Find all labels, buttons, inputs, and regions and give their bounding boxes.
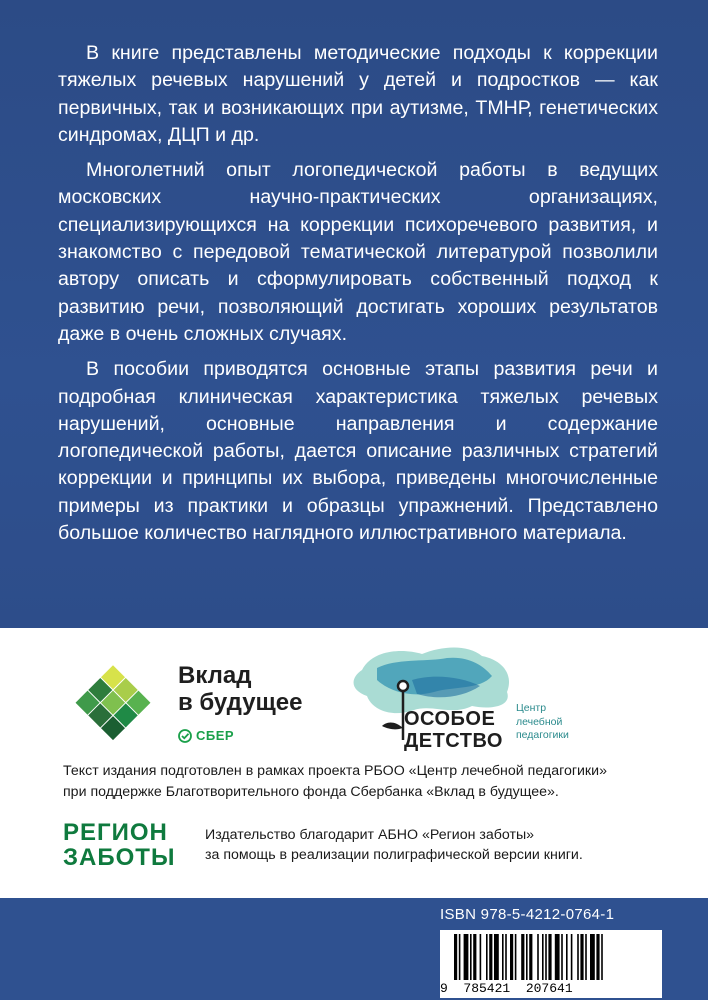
barcode-bar [577,934,579,980]
clp-line1: Центр [516,702,547,714]
project-line2: при поддержке Благотворительного фонда Сбербанка «Вклад в будущее». [63,784,559,800]
barcode-bar [521,934,524,980]
barcode-bar [542,934,544,980]
vklad-line1: Вклад [178,662,252,689]
vklad-line2: в будущее [178,689,303,716]
barcode-bar [580,934,583,980]
barcode-bar [526,934,528,980]
region-thanks-line2: за помощь в реализации полиграфической версии книги. [205,847,583,863]
book-blurb [58,40,658,555]
vklad-diamond-logo-icon [63,662,163,742]
isbn-number: ISBN 978-5-4212-0764-1 [440,906,615,923]
barcode-bar [548,934,551,980]
barcode-bar [590,934,595,980]
barcode-bar [566,934,568,980]
barcode-bar [470,934,472,980]
region-thanks-line1: Издательство благодарит АБНО «Регион заботы» [205,827,535,843]
clp-line2: лечебной [516,715,563,728]
barcode-bar [585,934,587,980]
project-line1: Текст издания подготовлен в рамках проекта РБОО «Центр лечебной педагогики» [63,763,607,779]
barcode-bar [561,934,563,980]
barcode-bar [480,934,482,980]
clp-logo-text [516,702,569,743]
barcode-bar [555,934,560,980]
barcode-bar [505,934,507,980]
barcode-bars-icon [440,932,662,982]
barcode-bar [473,934,476,980]
barcode-bar [571,934,573,980]
clp-line3: педагогики [516,729,569,741]
osoboe-detstvo-text [404,708,503,752]
barcode-bar [489,934,492,980]
osoboe-line1: ОСОБОЕ [404,708,496,730]
barcode-bar [545,934,547,980]
barcode-bar [464,934,469,980]
region-line2: ЗАБОТЫ [63,844,176,871]
barcode-digits: 9 785421 207641 [440,981,573,996]
barcode-bar [601,934,603,980]
barcode-bar [596,934,599,980]
sber-text: СБЕР [196,728,235,743]
barcode [440,930,662,998]
barcode-bar [454,934,457,980]
barcode-bar [486,934,488,980]
osoboe-line2: ДЕТСТВО [404,730,503,752]
barcode-bar [529,934,532,980]
barcode-bar [502,934,504,980]
barcode-bar [510,934,513,980]
region-line1: РЕГИОН [63,819,168,846]
sber-logo [178,728,234,743]
vklad-logo-text [178,662,303,716]
blurb-paragraph: В пособии приводятся основные этапы развития речи и подробная клиническая характеристика тяжелых речевых нарушений, основные направления и содержание логопедической работы, дается описание различных стратегий коррекции и принципы их выбора, приведены многочисленные примеры из практики и образцы упражнений. Представлено большое количество наглядного иллюстративного материала. [58,358,658,545]
project-credit-text [63,761,663,803]
blurb-paragraph: Многолетний опыт логопедической работы в ведущих московских научно-практических организациях, специализирующихся на коррекции психоречевого развития, и знакомство с передовой тематической литературой позволили автору описать и сформулировать собственный подход к развитию речи, позволяющий достигать хороших результатов даже в очень сложных случаях. [58,159,658,345]
region-zaboty-logo [63,820,175,870]
sber-check-icon [178,729,192,743]
region-thanks-text [205,825,675,865]
barcode-bar [515,934,517,980]
barcode-bar [459,934,461,980]
barcode-bar [494,934,499,980]
blurb-paragraph: В книге представлены методические подходы к коррекции тяжелых речевых нарушений у детей и подростков — как первичных, так и возникающих при аутизме, ТМНР, генетических синдромах, ДЦП и др. [58,42,658,146]
barcode-bar [537,934,539,980]
